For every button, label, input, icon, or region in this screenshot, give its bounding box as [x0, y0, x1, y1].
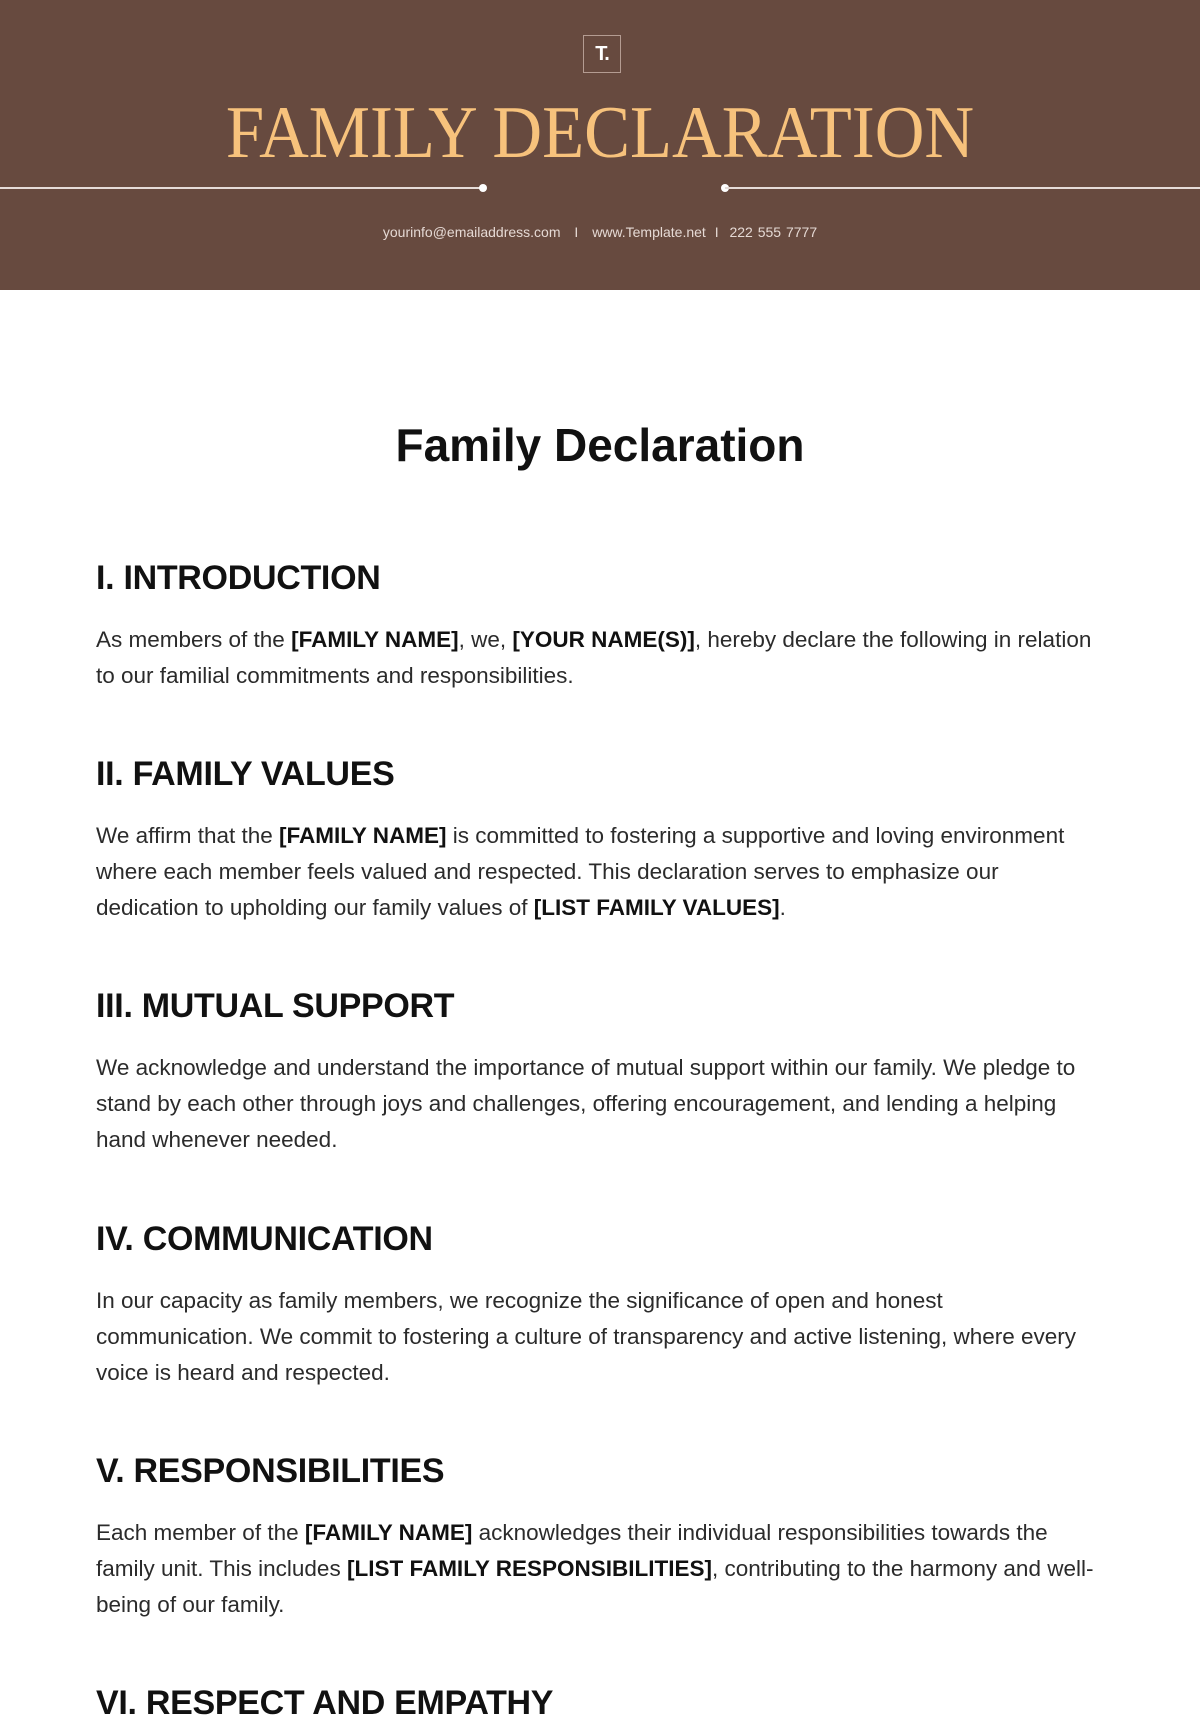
section-communication — [96, 1217, 1106, 1391]
contact-info — [0, 224, 1200, 240]
contact-separator: I — [574, 224, 579, 240]
section-body: Each member of the [FAMILY NAME] acknowledges their individual responsibilities towards the family unit. This includes [LIST FAMILY RESPONSIBILITIES], contributing to the harmony and well-being of our family. — [96, 1520, 1094, 1617]
contact-phone: 222 555 7777 — [729, 224, 818, 240]
section-heading: I. INTRODUCTION — [96, 559, 381, 597]
contact-email: yourinfo@emailaddress.com — [382, 224, 561, 240]
contact-separator: I — [714, 224, 719, 240]
header-title: FAMILY DECLARATION — [225, 92, 975, 174]
placeholder-field: [LIST FAMILY RESPONSIBILITIES] — [346, 1556, 712, 1581]
placeholder-field: [FAMILY NAME] — [291, 627, 459, 652]
section-body: We affirm that the [FAMILY NAME] is committed to fostering a supportive and loving environment where each member feels valued and respected. This declaration serves to emphasize our dedication to upholding our family values of [LIST FAMILY VALUES]. — [96, 823, 1065, 920]
section-body: As members of the [FAMILY NAME], we, [YOUR NAME(S)], hereby declare the following in relation to our familial commitments and responsibilities. — [96, 627, 1092, 688]
divider-dot-left — [479, 184, 487, 192]
template-logo — [583, 35, 621, 73]
section-family-values — [96, 752, 1106, 926]
document-header — [0, 0, 1200, 290]
section-introduction — [96, 556, 1106, 694]
section-heading: III. MUTUAL SUPPORT — [96, 987, 455, 1025]
section-heading: IV. COMMUNICATION — [96, 1220, 433, 1258]
placeholder-field: [LIST FAMILY VALUES] — [533, 895, 780, 920]
divider-line-right — [725, 187, 1200, 189]
placeholder-field: [YOUR NAME(S)] — [512, 627, 695, 652]
document-title: Family Declaration — [395, 419, 805, 471]
section-body: In our capacity as family members, we recognize the significance of open and honest communication. We commit to fostering a culture of transparency and active listening, where every voice is heard and respected. — [96, 1288, 1077, 1385]
logo-text: T. — [595, 42, 609, 65]
section-heading: VI. RESPECT AND EMPATHY — [96, 1684, 554, 1722]
section-responsibilities — [96, 1449, 1106, 1623]
placeholder-field: [FAMILY NAME] — [304, 1520, 473, 1545]
contact-website: www.Template.net — [592, 224, 706, 240]
section-heading: V. RESPONSIBILITIES — [96, 1452, 445, 1490]
divider-line-left — [0, 187, 483, 189]
section-respect-and-empathy — [96, 1681, 1106, 1725]
section-body: We acknowledge and understand the importance of mutual support within our family. We pledge to stand by each other through joys and challenges, offering encouragement, and lending a helping hand whenever needed. — [96, 1055, 1076, 1152]
placeholder-field: [FAMILY NAME] — [279, 823, 447, 848]
section-heading: II. FAMILY VALUES — [96, 755, 395, 793]
section-mutual-support — [96, 984, 1106, 1158]
